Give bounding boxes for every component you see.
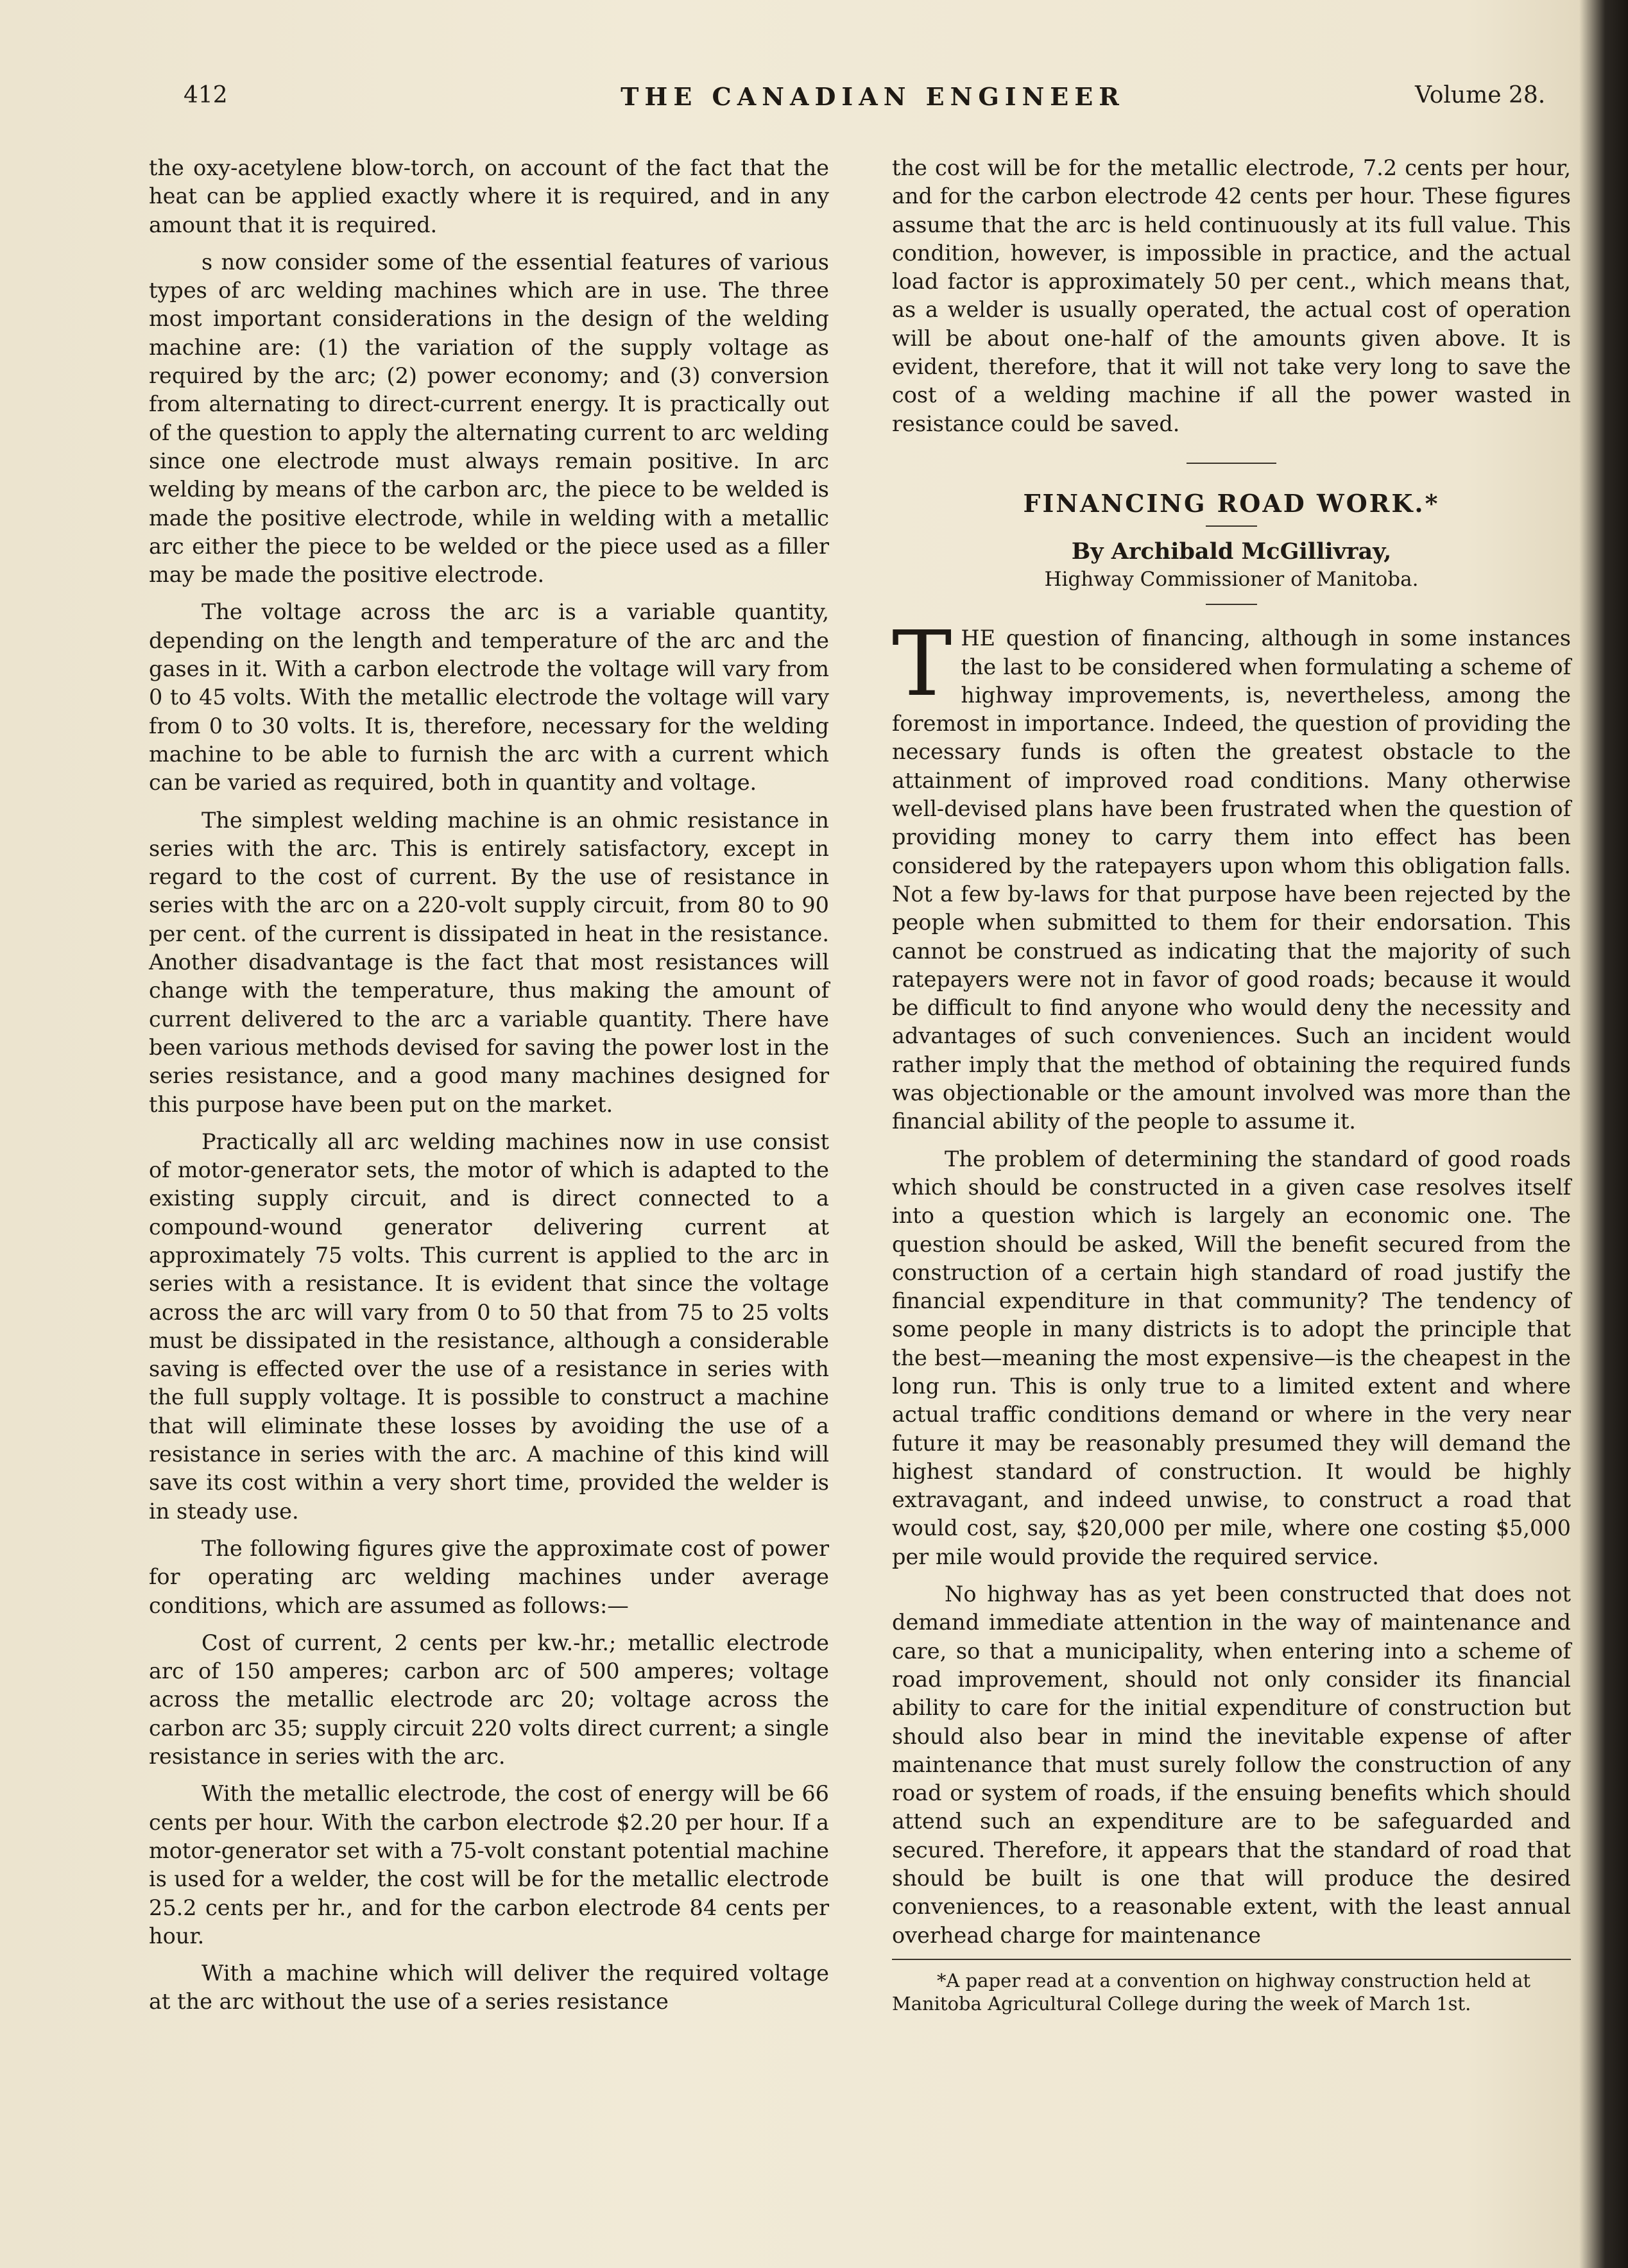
paragraph: the cost will be for the metallic electrode, 7.2 cents per hour, and for the carbon electrode 42 cents per hour. These figures assume that the arc is held continuously at its full value. This condition, however, is impossible in practice, and the actual load factor is approximately 50 per cent., which means that, as a welder is usually operated, the actual cost of operation will be about one-half of the amounts given above. It is evident, therefore, that it will not take very long to save the cost of a welding machine if all the power wasted in resistance could be saved. <box>892 155 1571 436</box>
paragraph: The voltage across the arc is a variable quantity, depending on the length and temperature of the arc and the gases in it. With a carbon electrode the voltage will vary from 0 to 45 volts. With the metallic electrode the voltage will vary from 0 to 30 volts. It is, therefore, necessary for the welding machine to be able to furnish the arc with a current which can be varied as required, both in quantity and voltage. <box>149 599 829 796</box>
byline-divider <box>1206 604 1257 605</box>
footnote <box>892 1969 1571 2015</box>
paragraph: The problem of determining the standard of good roads which should be constructed in a given case resolves itself into a question which is largely an economic one. The question should be asked, Will the benefit secured from the construction of a certain high standard of road justify the financial expenditure in that community? The tendency of some people in many districts is to adopt the principle that the best—meaning the most expensive—is the cheapest in the long run. This is only true to a limited extent and where actual traffic conditions demand or where in the very near future it may be reasonably presumed they will demand the highest standard of construction. It would be highly extravagant, and indeed unwise, to construct a road that would cost, say, $20,000 per mile, where one costing $5,000 per mile would provide the required service. <box>892 1146 1571 1569</box>
drop-cap: T <box>892 612 952 717</box>
page-number: 412 <box>184 82 228 108</box>
paragraph: s now consider some of the essential features of various types of arc welding machines which are in use. The three most important considerations in the design of the welding machine are: (1) the variation of the supply voltage as required by the arc; (2) power economy; and (3) conversion from alternating to direct-current energy. It is practically out of the question to apply the alternating current to arc welding since one electrode must always remain positive. In arc welding by means of the carbon arc, the piece to be welded is made the positive electrode, while in welding with a metallic arc either the piece to be welded or the piece used as a filler may be made the positive electrode. <box>149 249 829 588</box>
paragraph: Practically all arc welding machines now in use consist of motor-generator sets, the motor of which is adapted to the existing supply circuit, and is direct connected to a compound-wound generator delivering current at approximately 75 volts. This current is applied to the arc in series with a resistance. It is evident that since the voltage across the arc will vary from 0 to 50 that from 75 to 25 volts must be dissipated in the resistance, although a considerable saving is effected over the use of a resistance in series with the full supply voltage. It is possible to construct a machine that will eliminate these losses by avoiding the use of a resistance in series with the arc. A machine of this kind will save its cost within a very short time, provided the welder is in steady use. <box>149 1129 829 1524</box>
volume-label: Volume 28. <box>1415 82 1546 108</box>
left-column <box>149 154 829 2025</box>
title-divider <box>1206 525 1257 527</box>
article-title: FINANCING ROAD WORK.* <box>1023 488 1440 518</box>
footnote-text: *A paper read at a convention on highway construction held at Manitoba Agricultural College during the week of March 1st. <box>892 1969 1531 2015</box>
paragraph: With a machine which will deliver the required voltage at the arc without the use of a series resistance <box>149 1961 829 2015</box>
running-header <box>0 82 1628 121</box>
section-divider <box>1187 463 1276 464</box>
journal-title: THE CANADIAN ENGINEER <box>621 82 1125 111</box>
paragraph: With the metallic electrode, the cost of energy will be 66 cents per hour. With the carbon electrode $2.20 per hour. If a motor-generator set with a 75-volt constant potential machine is used for a welder, the cost will be for the metallic electrode 25.2 cents per hr., and for the carbon electrode 84 cents per hour. <box>149 1781 829 1948</box>
first-paragraph-text: HE question of financing, although in some instances the last to be considered when formulating a scheme of highway improvements, is, nevertheless, among the foremost in importance. Indeed, the question of providing the necessary funds is often the greatest obstacle to the attainment of improved road conditions. Many otherwise well-devised plans have been frustrated when the question of providing money to carry them into effect has been considered by the ratepayers upon whom this obligation falls. Not a few by-laws for that purpose have been rejected by the people when submitted to them for their endorsation. This cannot be construed as indicating that the majority of such ratepayers were not in favor of good roads; because it would be difficult to find anyone who would deny the necessity and advantages of such conveniences. Such an incident would rather imply that the method of obtaining the required funds was objectionable or the amount involved was more than the financial ability of the people to assume it. <box>892 626 1571 1134</box>
byline: By Archibald McGillivray, <box>1071 538 1392 565</box>
paragraph: The simplest welding machine is an ohmic resistance in series with the arc. This is entirely satisfactory, except in regard to the cost of current. By the use of resistance in series with the arc on a 220-volt supply circuit, from 80 to 90 per cent. of the current is dissipated in heat in the resistance. Another disadvantage is the fact that most resistances will change with the temperature, thus making the amount of current delivered to the arc a variable quantity. There have been various methods devised for saving the power lost in the series resistance, and a good many machines designed for this purpose have been put on the market. <box>149 807 829 1117</box>
paragraph: the oxy-acetylene blow-torch, on account of the fact that the heat can be applied exactly where it is required, and in any amount that it is required. <box>149 155 829 237</box>
paragraph: The following figures give the approximate cost of power for operating arc welding machines under average conditions, which are assumed as follows:— <box>149 1535 829 1618</box>
right-column <box>892 154 1571 2015</box>
byline-title: Highway Commissioner of Manitoba. <box>1044 568 1419 592</box>
paragraph: Cost of current, 2 cents per kw.-hr.; metallic electrode arc of 150 amperes; carbon arc of 500 amperes; voltage across the metallic electrode arc 20; voltage across the carbon arc 35; supply circuit 220 volts direct current; a single resistance in series with the arc. <box>149 1630 829 1769</box>
footnote-divider <box>892 1959 1571 1960</box>
first-paragraph <box>892 612 1571 1136</box>
paragraph: No highway has as yet been constructed that does not demand immediate attention in the way of maintenance and care, so that a municipality, when entering into a scheme of road improvement, should not only consider its financial ability to care for the initial expenditure of construction but should also bear in mind the inevitable expense of after maintenance that must surely follow the construction of any road or system of roads, if the ensuing benefits which should attend such an expenditure are to be safeguarded and secured. Therefore, it appears that the standard of road that should be built is one that will produce the desired conveniences, to a reasonable extent, with the least annual overhead charge for maintenance <box>892 1582 1571 1948</box>
